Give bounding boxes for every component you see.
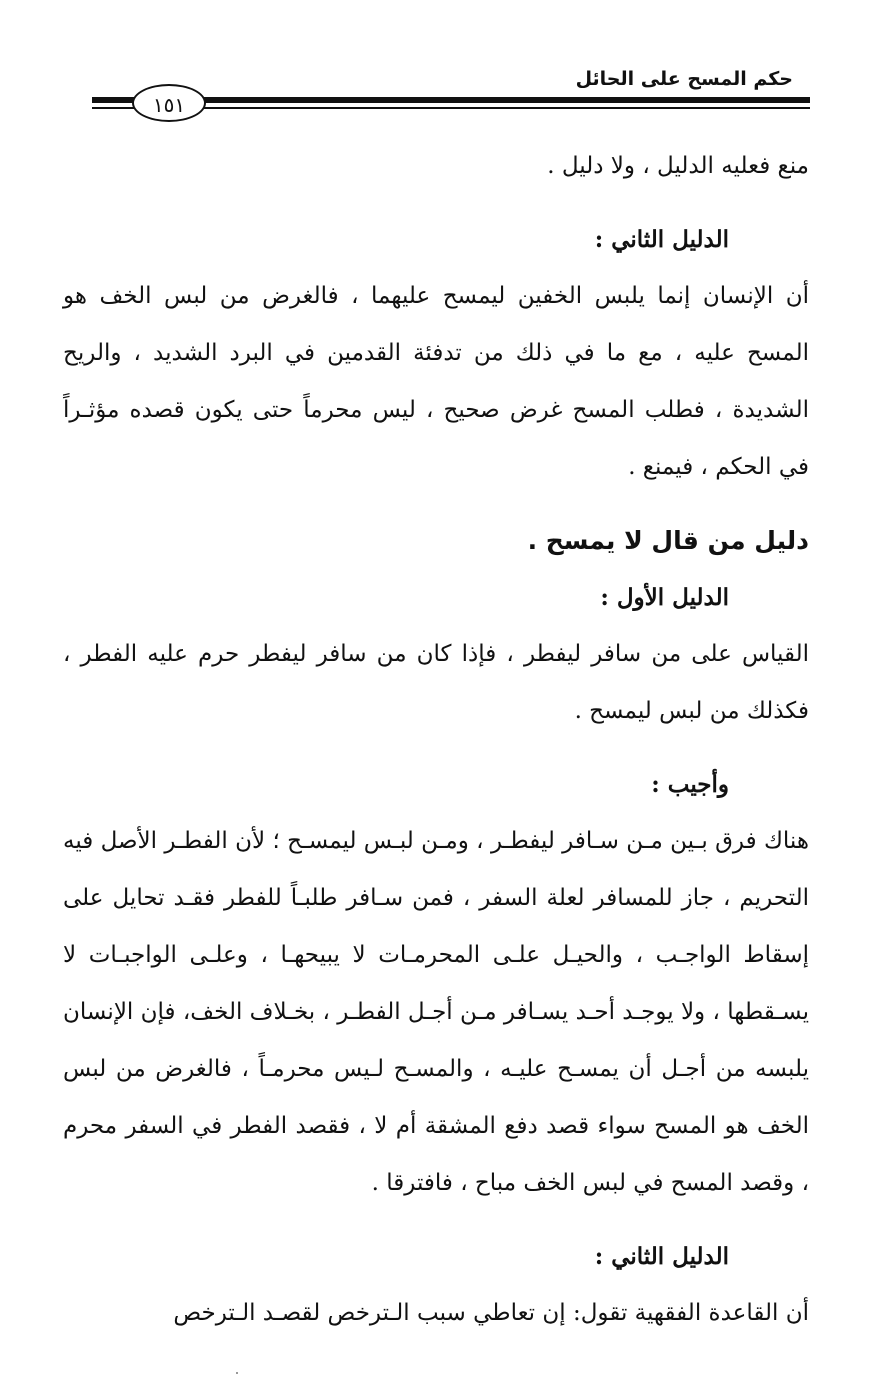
spacer [63, 195, 809, 211]
paragraph-second-evidence: أن الإنسان إنما يلبس الخفين ليمسح عليهما ، فالغرض من لبس الخف هو المسح عليه ، مع ما في ذلك من تدفئة القدمين في البرد الشديد ، والريح الشديدة ، فطلب المسح غرض صحيح ، ليس محرماً حتى يكون قصده مؤثـراً في الحكم ، فيمنع . [63, 283, 809, 480]
heading-first-evidence: الدليل الأول : [600, 584, 729, 611]
paragraph-first-evidence: القياس على من سافر ليفطر ، فإذا كان من سافر ليفطر حرم عليه الفطر ، فكذلك من لبس ليمسح . [63, 641, 809, 724]
page-body [63, 138, 809, 1342]
paragraph-intro: منع فعليه الدليل ، ولا دليل . [547, 153, 809, 179]
spacer [63, 740, 809, 756]
paragraph-answer: هناك فرق بـين مـن سـافر ليفطـر ، ومـن لبـس ليمسـح ؛ لأن الفطـر الأصل فيه التحريم ، جاز للمسافر لعلة السفر ، فمن سـافر طلبـاً للفطر فقـد تحايل على إسقاط الواجـب ، والحيـل علـى المحرمـات لا يبيحهـا ، وعلـى الواجبـات لا يسـقطها ، ولا يوجـد أحـد يسـافر مـن أجـل الفطـر ، بخـلاف الخف، فإن الإنسان يلبسه من أجـل أن يمسـح عليـه ، والمسـح لـيس محرمـاً ، فالغرض من لبس الخف هو المسح سواء قصد دفع المشقة أم لا ، فقصد الفطر في السفر محرم ، وقصد المسح في لبس الخف مباح ، فافترقا . [63, 828, 809, 1196]
heading-second-evidence-2: الدليل الثاني : [594, 1243, 729, 1270]
heading-opponent-evidence: دليل من قال لا يمسح . [527, 526, 809, 555]
spacer [63, 1212, 809, 1228]
page-number: ١٥١ [132, 84, 206, 122]
heading-second-evidence: الدليل الثاني : [594, 226, 729, 253]
spacer [63, 496, 809, 512]
running-title: حكم المسح على الحائل [575, 68, 793, 90]
print-speck [236, 1372, 238, 1374]
paragraph-fiqh-rule: أن القاعدة الفقهية تقول: إن تعاطي سبب الـترخص لقصـد الـترخص [173, 1300, 809, 1326]
heading-answer: وأجيب : [651, 771, 729, 798]
